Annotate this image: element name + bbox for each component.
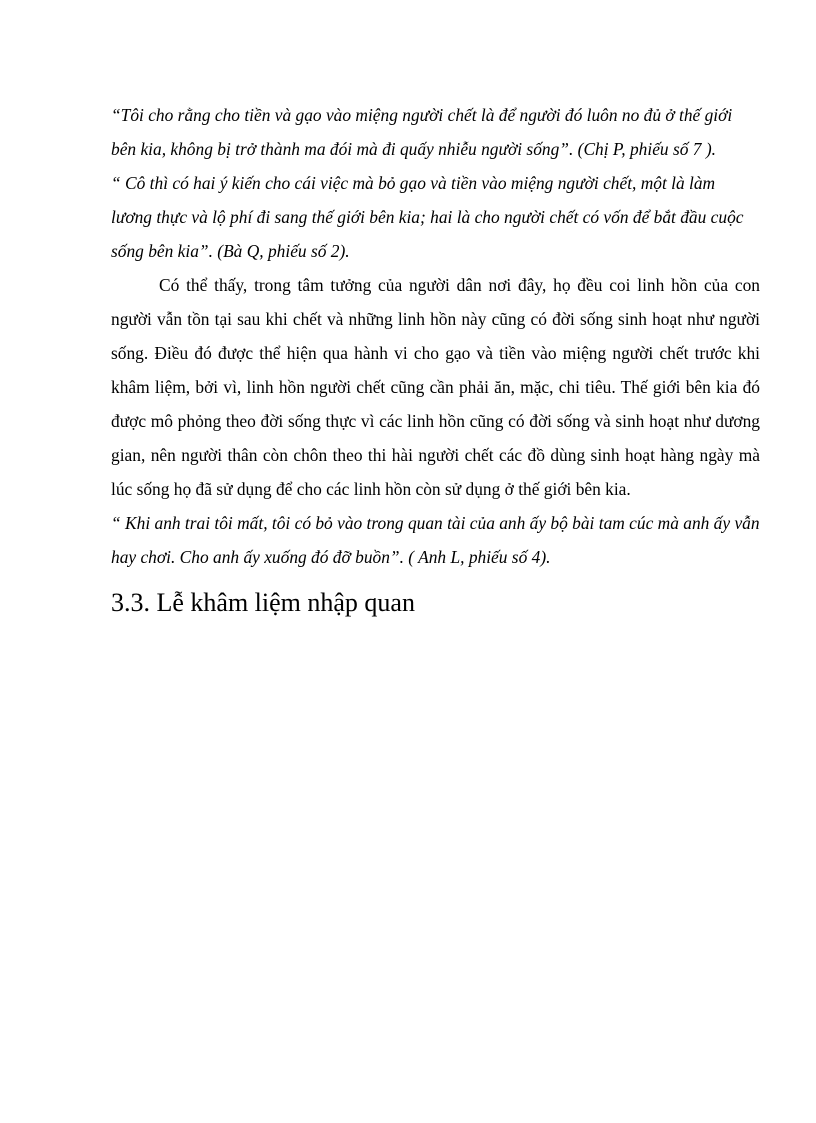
body-paragraph: Có thể thấy, trong tâm tưởng của người dân nơi đây, họ đều coi linh hồn của con người vẫn tồn tại sau khi chết và những linh hồn này cũng có đời sống sinh hoạt như người sống. Điều đó được thể hiện qua hành vi cho gạo và tiền vào miệng người chết trước khi khâm liệm, bởi vì, linh hồn người chết cũng cần phải ăn, mặc, chi tiêu. Thế giới bên kia đó được mô phỏng theo đời sống thực vì các linh hồn cũng có đời sống và sinh hoạt như dương gian, nên người thân còn chôn theo thi hài người chết các đồ dùng sinh hoạt hàng ngày mà lúc sống họ đã sử dụng để cho các linh hồn còn sử dụng ở thế giới bên kia. bbox=[111, 275, 760, 499]
quote-ba-q: “ Cô thì có hai ý kiến cho cái việc mà bỏ gạo và tiền vào miệng người chết, một là làm lương thực và lộ phí đi sang thế giới bên kia; hai là cho người chết có vốn để bắt đầu cuộc sống bên kia”. (Bà Q, phiếu số 2). bbox=[111, 173, 744, 261]
quote-anh-l: “ Khi anh trai tôi mất, tôi có bỏ vào trong quan tài của anh ấy bộ bài tam cúc mà anh ấy vẫn hay chơi. Cho anh ấy xuống đó đỡ buồn”. ( Anh L, phiếu số 4). bbox=[111, 513, 760, 567]
quote-chi-p: “Tôi cho rằng cho tiền và gạo vào miệng người chết là để người đó luôn no đủ ở thế giới bên kia, không bị trở thành ma đói mà đi quấy nhiễu người sống”. (Chị P, phiếu số 7 ). bbox=[111, 105, 733, 159]
section-heading: 3.3. Lễ khâm liệm nhập quan bbox=[111, 588, 415, 617]
document-page bbox=[111, 98, 760, 622]
